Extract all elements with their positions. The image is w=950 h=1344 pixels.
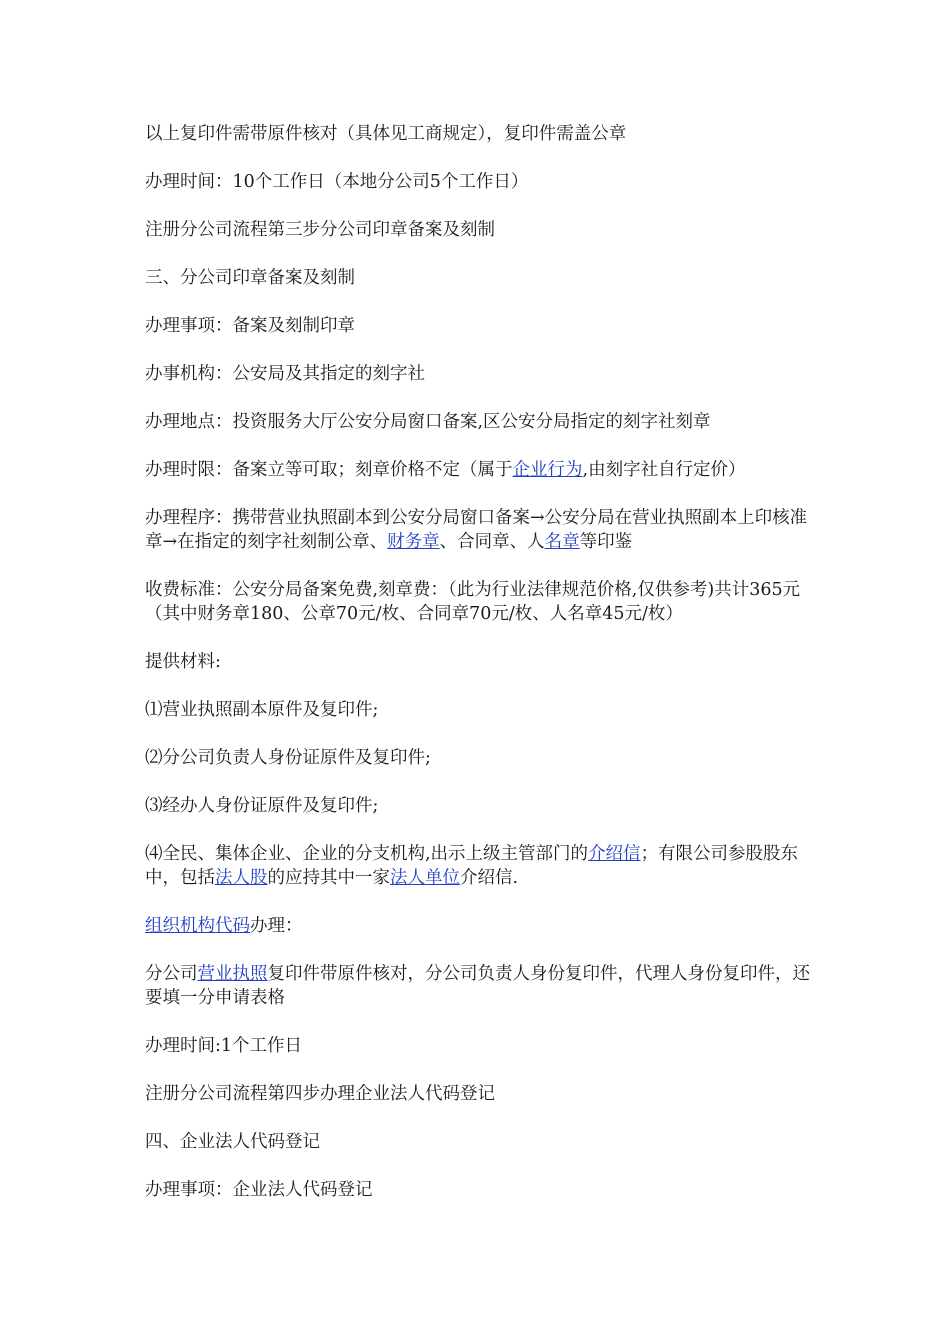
paragraph-text: 四、企业法人代码登记 [145, 1132, 320, 1152]
paragraph [145, 746, 810, 770]
paragraph-text: ⑴营业执照副本原件及复印件; [145, 700, 379, 720]
paragraph [145, 1034, 810, 1058]
paragraph [145, 1130, 810, 1154]
paragraph-text: 以上复印件需带原件核对（具体见工商规定），复印件需盖公章 [145, 124, 627, 144]
paragraph [145, 362, 810, 386]
paragraph [145, 122, 810, 146]
inline-link[interactable]: 法人股 [215, 868, 268, 888]
paragraph [145, 1082, 810, 1106]
inline-link[interactable]: 企业行为 [512, 460, 583, 480]
paragraph-text: 办理程序：携带营业执照副本到公安分局窗口备案→公安分局在营业执照副本上印核准章→在指定的刻字社刻制公章、 [145, 508, 808, 552]
paragraph [145, 578, 810, 626]
paragraph [145, 458, 810, 482]
paragraph [145, 794, 810, 818]
paragraph-text: 办理事项：企业法人代码登记 [145, 1180, 373, 1200]
paragraph-text: 、合同章、人 [439, 532, 545, 552]
paragraph-text: 办理事项：备案及刻制印章 [145, 316, 355, 336]
paragraph-text: 分公司 [145, 964, 198, 984]
inline-link[interactable]: 法人单位 [390, 868, 460, 888]
inline-link[interactable]: 名章 [544, 532, 580, 552]
paragraph-text: ,由刻字社自行定价） [582, 460, 746, 480]
paragraph-text: ⑵分公司负责人身份证原件及复印件; [145, 748, 431, 768]
paragraph-text: 介绍信. [460, 868, 519, 888]
paragraph-text: 的应持其中一家 [267, 868, 390, 888]
paragraph-text: 注册分公司流程第四步办理企业法人代码登记 [145, 1084, 495, 1104]
paragraph-text: 三、分公司印章备案及刻制 [145, 268, 355, 288]
document-body [145, 122, 810, 1226]
inline-link[interactable]: 营业执照 [197, 964, 268, 984]
paragraph-text: ⑶经办人身份证原件及复印件; [145, 796, 379, 816]
paragraph [145, 410, 810, 434]
paragraph [145, 170, 810, 194]
paragraph-text: ⑷全民、集体企业、企业的分支机构,出示上级主管部门的 [145, 844, 589, 864]
paragraph [145, 650, 810, 674]
paragraph [145, 218, 810, 242]
paragraph [145, 266, 810, 290]
paragraph [145, 506, 810, 554]
paragraph [145, 842, 810, 890]
paragraph-text: 注册分公司流程第三步分公司印章备案及刻制 [145, 220, 495, 240]
paragraph-text: 复印件带原件核对，分公司负责人身份复印件，代理人身份复印件，还要填一分申请表格 [145, 964, 810, 1008]
paragraph-text: 办理地点：投资服务大厅公安分局窗口备案,区公安分局指定的刻字社刻章 [145, 412, 711, 432]
paragraph-text: 办理时间：10个工作日（本地分公司5个工作日） [145, 172, 529, 192]
paragraph-text: 办理时间:1个工作日 [145, 1036, 303, 1056]
paragraph-text: ；有限公司参股股东中，包括 [145, 844, 799, 888]
inline-link[interactable]: 财务章 [387, 532, 440, 552]
paragraph-text: 收费标准：公安分局备案免费,刻章费：（此为行业法律规范价格,仅供参考)共计365元（其中财务章180、公章70元/枚、合同章70元/枚、人名章45元/枚） [145, 580, 801, 624]
inline-link[interactable]: 介绍信 [588, 844, 641, 864]
paragraph-text: 办理时限：备案立等可取；刻章价格不定（属于 [145, 460, 513, 480]
paragraph [145, 314, 810, 338]
paragraph-text: 办理： [250, 916, 303, 936]
paragraph [145, 962, 810, 1010]
paragraph [145, 698, 810, 722]
inline-link[interactable]: 组织机构代码 [145, 916, 250, 936]
paragraph [145, 914, 810, 938]
paragraph-text: 提供材料: [145, 652, 221, 672]
paragraph-text: 办事机构：公安局及其指定的刻字社 [145, 364, 425, 384]
paragraph [145, 1178, 810, 1202]
paragraph-text: 等印鉴 [579, 532, 633, 552]
